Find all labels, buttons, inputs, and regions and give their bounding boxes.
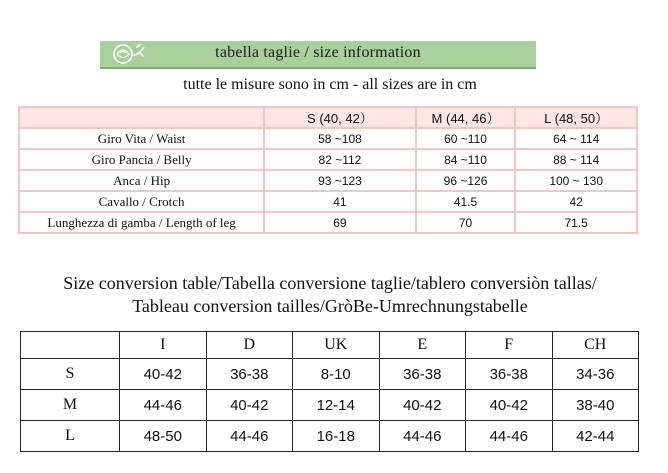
- table-cell: 82 ~112: [264, 149, 415, 170]
- units-note: tutte le misure sono in cm - all sizes are in cm: [183, 76, 477, 93]
- measure-label-crotch: Cavallo / Crotch: [19, 191, 264, 212]
- table-cell: 36-38: [466, 359, 553, 390]
- size-table-header-row: [19, 107, 637, 128]
- conversion-header-spain: E: [379, 332, 466, 359]
- size-table-header-m: M (44, 46）: [416, 107, 516, 128]
- table-cell: 36-38: [206, 359, 293, 390]
- table-row: [21, 359, 639, 390]
- table-cell: 42: [515, 191, 637, 212]
- table-cell: 70: [416, 212, 516, 233]
- conversion-header-row: [21, 332, 639, 359]
- conversion-header-switzerland: CH: [552, 332, 639, 359]
- table-cell: 34-36: [552, 359, 639, 390]
- measure-label-belly: Giro Pancia / Belly: [19, 149, 264, 170]
- table-cell: 42-44: [552, 421, 639, 452]
- table-cell: 16-18: [293, 421, 380, 452]
- table-cell: 40-42: [206, 390, 293, 421]
- size-conversion-table: [20, 331, 639, 452]
- conversion-header-italy: I: [120, 332, 207, 359]
- table-row: [21, 390, 639, 421]
- table-cell: 64 ~ 114: [515, 128, 637, 149]
- table-cell: 38-40: [552, 390, 639, 421]
- conversion-header-uk: UK: [293, 332, 380, 359]
- table-cell: 36-38: [379, 359, 466, 390]
- table-cell: 100 ~ 130: [515, 170, 637, 191]
- table-cell: 8-10: [293, 359, 380, 390]
- size-label-m: M: [21, 390, 120, 421]
- table-cell: 96 ~126: [416, 170, 516, 191]
- table-row: [19, 149, 637, 170]
- table-cell: 71.5: [515, 212, 637, 233]
- conversion-title: [0, 272, 660, 318]
- conversion-header-blank: [21, 332, 120, 359]
- conversion-title-line2: Tableau conversion tailles/GròBe-Umrechnungstabelle: [132, 296, 528, 316]
- table-cell: 44-46: [120, 390, 207, 421]
- table-cell: 40-42: [379, 390, 466, 421]
- table-cell: 93 ~123: [264, 170, 415, 191]
- size-table-header-blank: [19, 107, 264, 128]
- table-cell: 44-46: [206, 421, 293, 452]
- table-row: [19, 170, 637, 191]
- measure-label-hip: Anca / Hip: [19, 170, 264, 191]
- table-row: [19, 212, 637, 233]
- table-cell: 40-42: [120, 359, 207, 390]
- measure-label-waist: Giro Vita / Waist: [19, 128, 264, 149]
- table-cell: 44-46: [379, 421, 466, 452]
- conversion-title-line1: Size conversion table/Tabella conversione taglie/tablero conversiòn tallas/: [63, 273, 597, 293]
- table-row: [19, 128, 637, 149]
- table-cell: 41: [264, 191, 415, 212]
- measure-label-leg-length: Lunghezza di gamba / Length of leg: [19, 212, 264, 233]
- table-cell: 84 ~110: [416, 149, 516, 170]
- table-cell: 12-14: [293, 390, 380, 421]
- table-cell: 60 ~110: [416, 128, 516, 149]
- size-table-header-l: L (48, 50）: [515, 107, 637, 128]
- table-cell: 88 ~ 114: [515, 149, 637, 170]
- size-table-header-s: S (40, 42）: [264, 107, 415, 128]
- table-cell: 69: [264, 212, 415, 233]
- table-row: [21, 421, 639, 452]
- table-cell: 44-46: [466, 421, 553, 452]
- size-info-title: tabella taglie / size information: [215, 44, 421, 61]
- size-information-table: [18, 106, 638, 234]
- conversion-header-france: F: [466, 332, 553, 359]
- size-label-s: S: [21, 359, 120, 390]
- table-cell: 40-42: [466, 390, 553, 421]
- conversion-header-germany: D: [206, 332, 293, 359]
- size-label-l: L: [21, 421, 120, 452]
- table-cell: 41.5: [416, 191, 516, 212]
- size-info-banner: [100, 41, 536, 69]
- table-row: [19, 191, 637, 212]
- table-cell: 58 ~108: [264, 128, 415, 149]
- table-cell: 48-50: [120, 421, 207, 452]
